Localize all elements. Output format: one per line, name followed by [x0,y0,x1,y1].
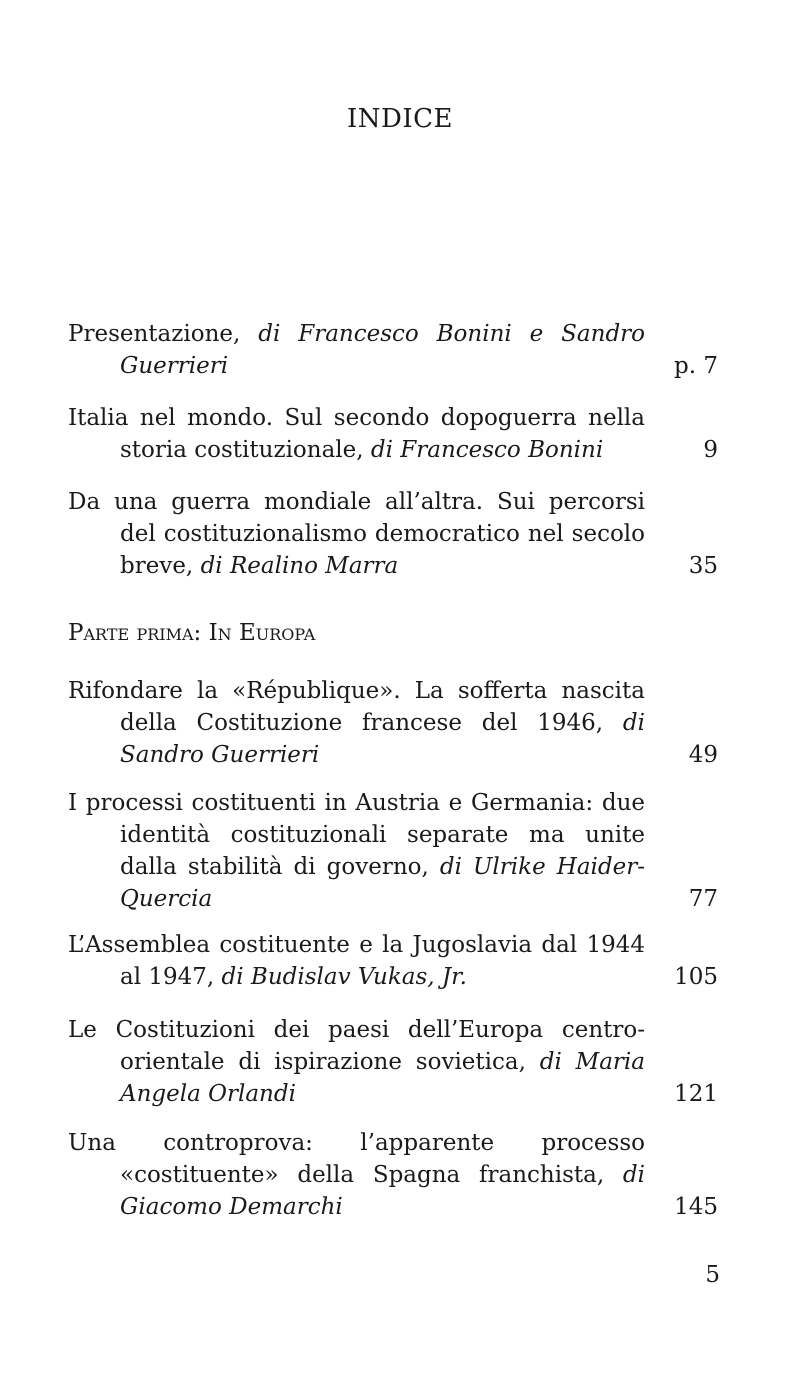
toc-entry-page: 105 [674,964,718,990]
toc-entry-text [68,675,645,771]
page-number: 5 [705,1262,720,1288]
toc-entry-title: L’Assemblea costituente e la Jugoslavia dal 1944 al 1947, [68,932,645,990]
toc-entry [68,1127,718,1223]
toc-entry-title: Rifondare la «République». La sofferta nascita della Costituzione francese del 1946, [68,678,645,736]
toc-entry-author: di Budislav Vukas, Jr. [221,964,467,990]
toc-entry-text [68,787,645,915]
toc-entry-title: I processi costituenti in Austria e Germania: due identità costituzionali separate ma unite dalla stabilità di governo, [68,790,645,880]
toc-entry [68,675,718,771]
toc-entry-page: p. 7 [674,353,718,379]
toc-entry-text [68,402,645,466]
toc-entry-text [68,929,645,993]
toc-entry-page: 9 [703,437,718,463]
toc-entry-page: 77 [688,886,718,912]
toc-entry [68,929,718,993]
toc-entry-author: di Giacomo Demarchi [120,1162,645,1220]
toc-entry-title: Una controprova: l’apparente processo «costituente» della Spagna franchista, [68,1130,645,1188]
toc-entry-title: Le Costituzioni dei paesi dell’Europa centro-orientale di ispirazione sovietica, [68,1017,645,1075]
toc-entry [68,787,718,915]
toc-entry-text [68,1127,645,1223]
toc-entry-page: 145 [674,1194,718,1220]
toc-entry-title: Presentazione, [68,321,241,347]
toc-entry [68,402,718,466]
toc-entry-text [68,1014,645,1110]
toc-entry [68,318,718,382]
section-heading: Parte prima: In Europa [68,620,316,646]
toc-entry-title: Da una guerra mondiale all’altra. Sui percorsi del costituzionalismo democratico nel secolo breve, [68,489,645,579]
toc-entry-text [68,486,645,582]
toc-entry-author: di Sandro Guerrieri [120,710,645,768]
toc-entry [68,486,718,582]
page-title: INDICE [346,104,453,134]
toc-entry-page: 121 [674,1081,718,1107]
toc-entry-author: di Realino Marra [200,553,399,579]
toc-entry-page: 35 [688,553,718,579]
toc-entry-page: 49 [688,742,718,768]
toc-entry-title: Italia nel mondo. Sul secondo dopoguerra nella storia costituzionale, [68,405,645,463]
toc-entry-author: di Ulrike Haider-Quercia [120,854,645,912]
toc-entry-author: di Maria Angela Orlandi [120,1049,646,1107]
toc-entry-author: di Francesco Bonini e Sandro Guerrieri [120,321,646,379]
toc-entry [68,1014,718,1110]
toc-entry-author: di Francesco Bonini [370,437,604,463]
toc-entry-text [68,318,645,382]
